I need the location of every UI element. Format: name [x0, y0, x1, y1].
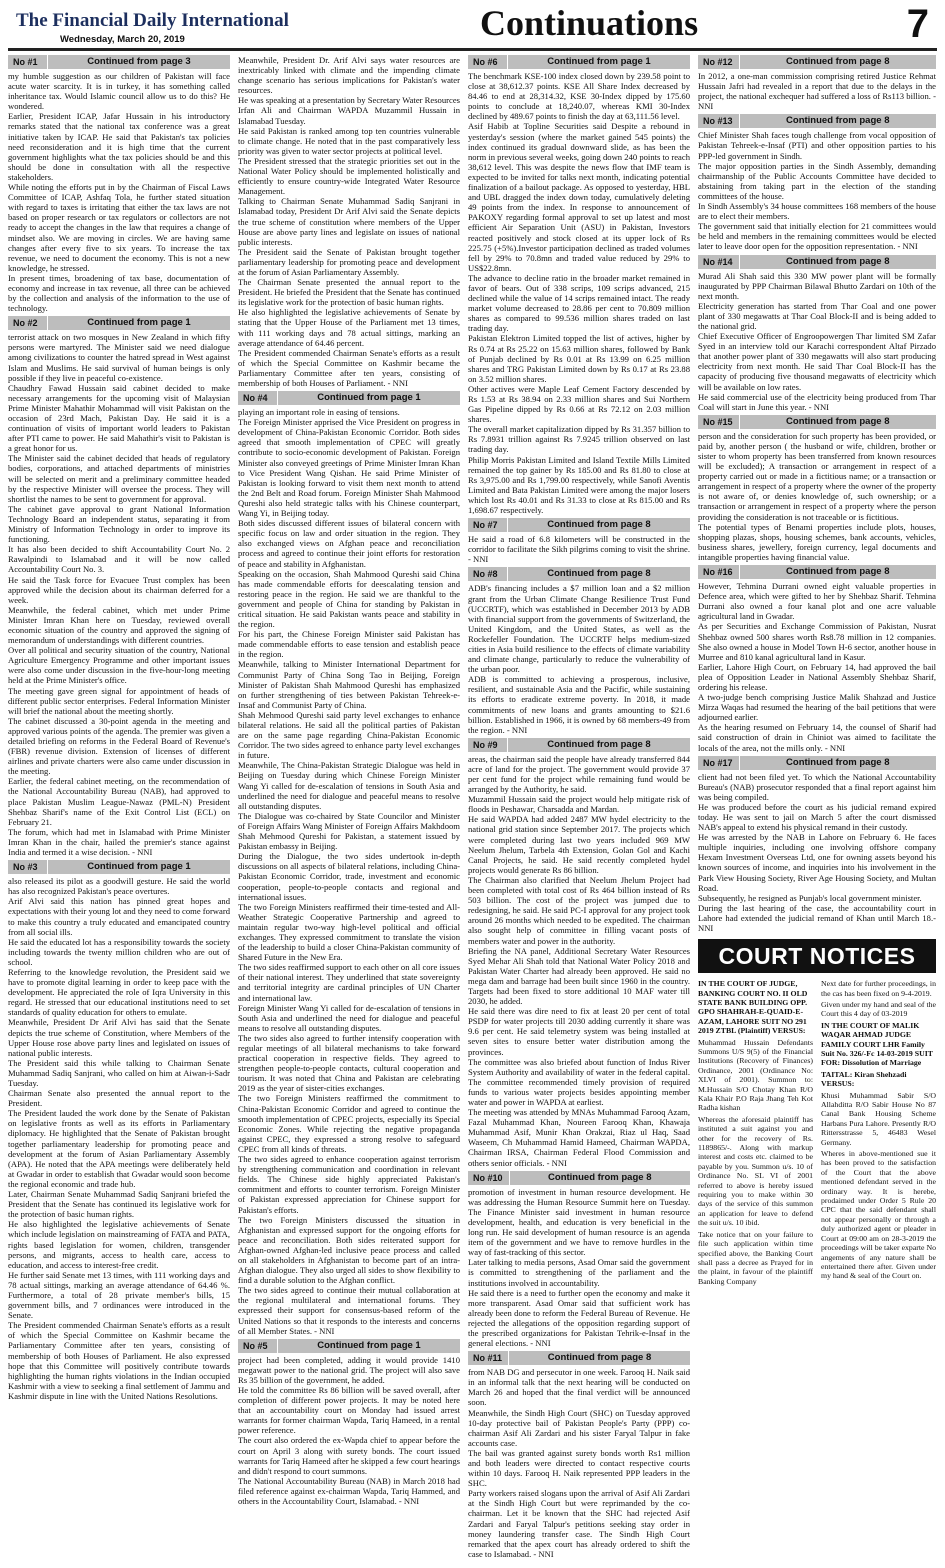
notice-paragraph: Take notice that on your failure to file such application within time specified above, the Banking Court shall pass a decree as Prayed for in the plaint, in favour of the plaintiff Banking Company: [698, 1229, 813, 1286]
story-body: ADB's financing includes a $7 million loan and a $2 million grant from the Urban Climate Change Resilience Trust Fund (UCCRTF), which was established in December 2013 by ADB with financial support from the governments of Switzerland, the United Kingdom, and the United States, as well as the Rockefeller Foundation. The UCCRTF helps medium-sized cities in Asia build resilience to the effects of climate variability and climate change, particularly to reduce the vulnerability of the urban poor. ADB is committed to achieving a prosperous, inclusive, resilient, and sustainable Asia and the Pacific, while sustaining its efforts to eradicate extreme poverty. In 2018, it made commitments of new loans and grants amounting to $21.6 billion. Established in 1966, it is owned by 68 members-49 from the region. - NNI: [468, 583, 690, 735]
continued-label: Continued from page 8: [786, 756, 890, 768]
story-number: No #1: [8, 55, 48, 69]
column-2: [238, 55, 460, 1561]
publication-name: The Financial Daily International: [16, 10, 289, 31]
story-header: [468, 1171, 690, 1185]
continued-label: Continued from page 8: [547, 568, 651, 580]
continued-label: Continued from page 8: [547, 738, 651, 750]
continued-label: Continued from page 8: [786, 255, 890, 267]
story-header: [698, 55, 936, 69]
notice-paragraph: Whereas the aforesaid plaintiff has instituted a suit against you and other for the recovery of Rs. 1189865/-. Along with markup interest and costs etc. claimed to be payable by you. Summon u/s. 10 of Ordinance No. SL VI of 2001 referred to above is hereby issued requiring you to make within 30 days of the service of this summon an application for leave to defend the suit u/s. 10 ibid.: [698, 1114, 813, 1228]
notice-paragraph: Wheres in above-mentioned sue it has been proved to the satisfaction of the Court that the above mentioned defendant served in the ordinary way. It is herebe, prodaimed under Order 5 Rule 20 CPC that the said defendant shall not appear personally or through a duly authorized agent or pleader in Court at 09:00 am on 28-3-2019 the proceedings will be taker exparte No angements of any nature shall be entertained there after. Given under my hand & seal of the Court on.: [821, 1149, 936, 1281]
story-header: [698, 756, 936, 770]
section-title: Continuations: [480, 3, 699, 43]
story-body: from NAB DG and persecutor in one week. Farooq H. Naik said in an informal talk that the next hearing will be conducted on March 26 and hoped that the final verdict will be announced soon. Meanwhile, the Sindh High Court (SHC) on Tuesday approved 10-day protective bail of Pakistan People's Party (PPP) co-chairman Asif Ali Zardari and his sister Faryal Talpur in fake accounts case. The bail was granted against surety bonds worth Rs1 million and both leaders were directed to contact respective courts within 10 days. Farooq H. Naik represented PPP leaders in the SHC. Party workers raised slogans upon the arrival of Asif Ali Zardari at the Sindh High Court but were reprimanded by the co-chairman. Let it be known that the SHC had rejected Asif Zardari and Faryal Talpur's petitions seeking stay order in money laundering transfer case. The Sindh High Court remarked that the apex court has already ordered to shift the case to Islamabad. - NNI: [468, 1367, 690, 1559]
continued-label: Continued from page 1: [87, 317, 191, 329]
continued-label: Continued from page 8: [547, 1352, 652, 1364]
story-4: [238, 391, 460, 1336]
story-body: Meanwhile, President Dr. Arif Alvi says water resources are inextricably linked with climate and the impending climate change scenario has serious implications for Pakistan's water resources. He was speaking at a presentation by Secretary Water Resources Irfan Ali and Chairman WAPDA Muzammil Hussain in Islamabad Tuesday. He said Pakistan is ranked among top ten countries vulnerable to climate change. He noted that in the past comparatively less priority was given to water sector projects at political level. The President stressed that the strategic priorities set out in the National Water Policy should be implemented holistically and efficiently to ensure country-wide Integrated Water Resource Management. Talking to Chairman Senate Muhammad Sadiq Sanjrani in Islamabad today, President Dr Arif Alvi said the Senate depicts the true scheme of constitution where members of the Upper House are above party lines and legislate on issues of national public interests. The President said the Senate of Pakistan brought together parliamentary leadership for promoting peace and development at the forum of Asian Parliamentary Assembly. The Chairman Senate presented the annual report to the President. He briefed the President that the Senate has continued its legislative work for the protection of basic human rights. He also highlighted the legislative achievements of Senate by stating that the Upper House of the Parliament met 13 times, with 111 working days and 78 actual sittings, marking an average attendance of 64.46 percent. The President commended Chairman Senate's efforts as a result of which the Special Committee on Kashmir became the Parliamentary Committee after ten years, consisting of membership of both Houses of Parliament. - NNI: [238, 55, 460, 388]
continued-label: Continued from page 8: [547, 519, 651, 531]
court-notices: [698, 979, 936, 1288]
story-header: [698, 114, 936, 128]
story-12: [698, 55, 936, 111]
notice-parties: TAITAL: Kiran Shehzadi VERSUS:: [821, 1069, 907, 1089]
court-notices-heading: COURT NOTICES: [698, 939, 936, 973]
story-number: No #3: [8, 860, 48, 874]
page-number: 7: [906, 2, 929, 46]
story-body: In 2012, a one-man commission comprising retired Justice Rehmat Hussain Jafri had revealed in a report that due to the delays in the project, the national exchequer had suffered a loss of Rs113 billion. - NNI: [698, 71, 936, 112]
story-1: [8, 55, 230, 313]
masthead: [0, 0, 945, 48]
story-body: Chief Minister Shah faces tough challenge from vocal opposition of Pakistan Tehreek-e-Insaf (PTI) and other opposition parties to his PPP-led government in Sindh. The major opposition parties in the Sindh Assembly, demanding chairmanship of the Public Accounts Committee have decided to abstaining from taking part in the election of the standing committees of the house. In Sindh Assembly's 34 house committees 168 members of the house are to elect their members. The government said that initially election for 21 committees would be held and members in the remaining committees would be elected later to leave door open for the opposition representation. - NNI: [698, 130, 936, 252]
story-3: [8, 860, 230, 1401]
notice-column-left: [698, 979, 813, 1288]
story-body: The benchmark KSE-100 index closed down by 239.58 point to close at 38,612.37 points. KSE All Share Index decreased by 84.46 to end at 28,314.32, KSE 30-Index dipped by 175.60 points to conclude at 18,240.07, whereas KMI 30-Index declined by 489.67 points to finish the day at 63,111.56 level. Asif Habib at Topline Securities said Despite a rebound in yesterday's session (where the market gained 545 points) the index continued its gradual downward slide, as has been the norm in previous several weeks, going down 240 points to reach 38,612 level. This was despite the news flow that IMF team is expected to be invited for talks next month, indicating potential finalization of a bailout package. As opposed to yesterday, HBL and UBL dragged the index down today, cumulatively deleting 49 points from the index. In response to announcement of PAKOXY regarding formal approval to set up latest and most efficient Air Separation Unit (ASU) in Pakistan, Investors reacted positively and stock closed at its upper lock of Rs 225.75 (+5%).Investor participation declined as traded volumes fell by 29% to 70.8mn and traded value reduced by 29% to US$22.8mn. The advance to decline ratio in the broader market remained in favor of bears. Out of 338 scrips, 109 scrips advanced, 215 declined while the value of 14 scrips remained intact. The ready market volume decreased to 28.86 per cent to 70.809 million shares as compared to 99.536 million shares traded on last trading day. Pakistan Elektron Limited topped the list of actives, higher by Rs 0.74 at Rs 25.22 on 15.63 million shares, followed by Bank of Punjab declined by Rs 0.01 at Rs 13.99 on 6.25 million shares and TRG Pakistan Limited down by Rs 0.17 at Rs 23.88 on 3.52 million shares. Other actives were Maple Leaf Cement Factory descended by Rs 1.53 at Rs 38.94 on 2.33 million shares and Sui Northern Gas Pipeline dipped by Rs 0.66 at Rs 72.12 on 2.03 million shares. The overall market capitalization dipped by Rs 31.357 billion to Rs 7.8931 trillion against Rs 7.9245 trillion observed on last trading day. Philip Morris Pakistan Limited and Island Textile Mills Limited remained the top gainer by Rs 185.00 and Rs 81.80 to close at Rs 3,975.00 and Rs 1,799.00 respectively, while Sanofi Aventis Limited and Bata Pakistan Limited were among the major losers which lost Rs 40.01 and Rs 31.33 to close at Rs 815.00 and Rs 1,698.67 respectively.: [468, 71, 690, 516]
story-number: No #17: [698, 756, 740, 770]
story-header: [238, 1339, 460, 1353]
story-header: [238, 391, 460, 405]
notice-paragraph: Khusi Muhammad Sabir S/O Allahditta R/O Sabir House No 87 Canal Bank Housing Scheme Harbans Pura Lahore. Presently R/O Rittersstrasse 5, 46483 Wesel Germany.: [821, 1090, 936, 1147]
story-body: also released its pilot as a goodwill gesture. He said the world has also recognized Pakistan's peace overtures. Arif Alvi said this nation has pinned great hopes and expectations with their young lot and they need to come forward to make this country a truly educated and emancipated country from all social ills. He said the educated lot has a responsibility towards the society including towards the twenty million children who are out of school. Referring to the knowledge revolution, the President said we have to promote digital learning in order to keep pace with the development. He appreciated the role of Iqra University in this regard. He stressed that our educational institutions need to set standards of quality education for others to emulate. Meanwhile, President Dr Arif Alvi has said that the Senate depicts the true scheme of Constitution, where Members of the Upper House rose above party lines and legislated on issues of national public interests. The President said this while talking to Chairman Senate Muhammad Sadiq Sanjrani, who called on him at Aiwan-i-Sadr Tuesday. Chairman Senate also presented the annual report to the President. The President lauded the work done by the Senate of Pakistan on legislative fronts as well as its efforts in Parliamentary diplomacy. He highlighted that the Senate of Pakistan brought together parliamentary leadership for promoting peace and development at the forum of Asian Parliamentary Assembly (APA). He noted that the APA meetings were deliberately held at Gwadar in order to establish that Gwadar would soon become the regional economic and trade hub. Later, Chairman Senate Muhammad Sadiq Sanjrani briefed the President that the Senate has continued its legislative work for the protection of basic human rights. He also highlighted the legislative achievements of Senate which include legislation on mainstreaming of FATA and PATA, rights based legislation for women, children, transgender persons, and migrants, access to health care, access to education, and access to interest-free credit. He further said Senate met 13 times, with 111 working days and 78 actual sittings, marking an average attendance of 64.46 %. Furthermore, a total of 28 private member's bills, 15 government bills, and 7 ordinances were introduced in the Senate. The President commended Chairman Senate's efforts as a result of which the Special Committee on Kashmir became the Parliamentary Committee after ten years, consisting of membership of both Houses of Parliament. He also expressed hope that this Committee will positively contribute towards highlighting the human rights violations in the Indian occupied Kashmir with a view to seeking a final settlement of Jammu and Kashmir dispute in line with the United Nations Resolutions.: [8, 876, 230, 1401]
continued-label: Continued from page 3: [87, 56, 191, 67]
continued-label: Continued from page 8: [786, 415, 890, 427]
story-number: No #8: [468, 567, 508, 581]
story-body: areas, the chairman said the people have already transferred 844 acre of land for the project. The government would provide 37 per cent fund for the project while remaining fund would be arranged by the Authority, he said. Muzammil Hussain said the project would help mitigate risk of floods in Peshawar, Charsadda and Mardan. He said WAPDA had added 2487 MW hydel electricity to the national grid station since September 2017. The projects which were completed during last two years included 969 MW Neelum Jhelum, Tarbela 4th Extension, Golan Gol and Kachi Canal Projects, he said. He said recently completed hydel projects would generate Rs 86 billion. The Chairman also clarified that Neelum Jhelum Project had been completed with total cost of Rs 464 billion instead of Rs 503 billion. The cost of the project was jumped due to redesigning, he said. He said PC-I approval for any project took around 26 months which needed to be expedited. The chairman also sought help of committee in filling vacant posts of members water and power in the authority. Briefing the NA panel, Additional Secretary Water Resources Syed Mehar Ali Shah told that National Water Policy 2018 and Pakistan Water Charter had already been approved. He said no mega dam and barrage had been built since 1960 in the country. Targets had been fixed to store additional 10 MAF water till 2030, he added. He said there was dire need to fix at least 20 per cent of total PSDP for water projects till 2030 adding currently it share was 9.6 per cent. He said telemetry system was being installed at seven sites to ensure better water distribution among the provinces. The committee was also briefed about function of Indus River System Authority and availability of water in the federal capital. The committee recommended timely provision of required funds to various water projects besides appointing member water and power in WAPDA at earliest. The meeting was attended by MNAs Muhammad Farooq Azam, Fazal Muhammad Khan, Noureen Farooq Khan, Khawaja Muhammad Asif, Munir Khan Orakzai, Riaz ul Haq, Saad Waseem, Ch Muhammad Hamid Hameed, Chairman WAPDA, Chairman IRSA, Chairman Federal Flood Commission and others senior officials. - NNI: [468, 753, 690, 1168]
story-body: person and the consideration for such property has been provided, or paid by, another person ( the husband or wife, children, brother or sister to whom property has been transferred from known resources will be excluded); A transaction or arrangement in respect of a property carried out or made in a fictitious name; or a transaction or arrangement in respect of a property where the owner of the property is not aware of, or denies knowledge of, such ownership; or a transaction or arrangement in respect of a property where the person providing the consideration is not traceable or is fictitious. The potential types of Benami properties include plots, houses, shopping plazas, shops, housing schemes, bank accounts, vehicles, business shares, jewellery, foreign currency, legal documents and intangible properties having financial value.: [698, 430, 936, 562]
story-body: Murad Ali Shah said this 330 MW power plant will be formally inaugurated by PPP Chairman Bilawal Bhutto Zardari on 10th of the next month. Electricity generation has started from Thar Coal and one power plant of 330 megawatts at Thar Coal Block-II and is being added to the national grid. Chief Executive Officer of Engroopowergen Thar limited SM Zafar Syed in an interview told our Karachi correspondent Altaf Pirzado that another power plant of 330 megawatts will also start producing electricity from next month. He said Thar Coal Block-II has the capacity of producing five thousand megawatts of electricity which will be available on low rates. He said commercial use of the electricity being produced from Thar Coal will start in June this year. - NNI: [698, 270, 936, 412]
story-8: [468, 567, 690, 734]
story-11: [468, 1351, 690, 1559]
story-5: [238, 1339, 460, 1506]
continued-label: Continued from page 8: [786, 115, 890, 127]
story-body: He said a road of 6.8 kilometers will be constructed in the corridor to facilitate the Sikh pilgrims coming to visit the shrine. - NNI: [468, 534, 690, 565]
story-number: No #4: [238, 391, 278, 405]
story-number: No #16: [698, 565, 740, 579]
story-16: [698, 565, 936, 753]
story-number: No #2: [8, 316, 48, 330]
column-1: [8, 55, 230, 1561]
notice-paragraph: Given under my hand and seal of the Court this 4 day of 03-2019: [821, 999, 936, 1019]
notice-column-right: [821, 979, 936, 1288]
notice-court-heading: IN THE COURT OF JUDGE, BANKING COURT NO. II OLD STATE BANK BUILDING OPP. GPO SHAHRAH-E-QUAID-E-AZAM, LAHORE SUIT NO 291 2019 ZTBL (Plaintiff) VERSUS:: [698, 979, 808, 1036]
story-number: No #6: [468, 55, 508, 69]
story-10: [468, 1171, 690, 1349]
story-header: [8, 860, 230, 874]
story-17: [698, 756, 936, 934]
story-header: [468, 738, 690, 752]
column-4: [698, 55, 936, 1561]
story-body: my humble suggestion as our children of Pakistan will face acute water scarcity. It is in turkey, it has something called inheritance tax. Would Islamic council allow us to do this? He wondered. Earlier, President ICAP, Jafar Hussain in his introductory remarks stated that the national tax conference was a great initiative taken by ICAP. He said that Pakistan's tax policies need reconsideration and it is high time that the current government highlights what the tax policies should be and this should be done in consultation with all the respective stakeholders. While noting the efforts put in by the Chairman of Fiscal Laws Committee of ICAP, Ashfaq Tola, he further stated situation with regard to taxes is irritating that either the tax laws are not based on proper research or tax regulators or collectors are not ready to accept the changes in the law that requires a change of mindset also. We are moving in circles. We are having same changes after every five to six years. To increase the tax revenue, we need to document the economy. This is not a new knowledge, he stressed. In present times, broadening of tax base, documentation of economy and increase in tax revenue, all three can be achieved by the collection and analysis of the information to the use of technology.: [8, 71, 230, 314]
story-15: [698, 415, 936, 562]
story-header: [8, 55, 230, 69]
continued-label: Continued from page 1: [317, 392, 421, 404]
story-number: No #9: [468, 738, 508, 752]
story-header: [8, 316, 230, 330]
story-number: No #11: [468, 1351, 509, 1365]
notice-court-heading: IN THE COURT OF MALIK WAQAR AHMAD JUDGE FAMILY COURT LHR Family Suit No. 326/-Fc 14-03-2019 SUIT FOR: Dissolution of Marriage: [821, 1020, 933, 1068]
notice-paragraph: Next date for further proceedings, in the cas has been fixed on 9-4-2019.: [821, 979, 936, 998]
story-header: [468, 55, 690, 69]
masthead-rule: [8, 48, 937, 51]
story-header: [698, 255, 936, 269]
continued-label: Continued from page 8: [786, 566, 890, 578]
story-number: No #15: [698, 415, 740, 429]
continued-label: Continued from page 1: [317, 1339, 421, 1351]
story-body: promotion of investment in human resource development. He was addressing the Human Resource Summit here on Tuesday. The Finance Minister said investment in human resource development, health, and education is very beneficial in the long run. He said development of human resource is an agenda item of the government and we have to remove hurdles in the way of fast-tracking of this sector. Later talking to media persons, Asad Omar said the government is committed to strengthening of the parliament and the institutions involved in accountability. He said there is a need to further open the economy and make it more transparent. Asad Omar said that sufficient work has already been done to reform the Federal Bureau of Revenue. He rejected the allegations of the opposition regarding support of the prescribed organizations for Pakistan Tehrik-e-Insaf in the general elections. - NNI: [468, 1186, 690, 1349]
continued-label: Continued from page 8: [548, 1171, 652, 1183]
story-6: [468, 55, 690, 515]
story-3-continued: [238, 55, 460, 388]
story-14: [698, 255, 936, 412]
story-number: No #12: [698, 55, 740, 69]
story-header: [468, 567, 690, 581]
story-9: [468, 738, 690, 1168]
story-number: No #5: [238, 1339, 278, 1353]
story-header: [698, 415, 936, 429]
story-13: [698, 114, 936, 251]
story-body: However, Tehmina Durrani owned eight valuable properties in Defence area, which were gifted to her by Shehbaz Sharif. Tehmina Durrani also owned a four kanal plot and one acre valuable agricultural land in Gwadar. As per Securities and Exchange Commission of Pakistan, Nusrat Shehbaz owned 500 shares worth Rs8.78 million in 12 companies. She also owned a house in Model Town H-6 sector, another house in Murree and 810 kanal agricultural land in Kasur. Earlier, Lahore High Court, on February 14, had approved the bail plea of Opposition Leader in National Assembly Shehbaz Sharif, ordering his release. A two-judge bench comprising Justice Malik Shahzad and Justice Mirza Waqas had resumed the hearing of the bail petitions that were adjourned earlier. As the hearing resumed on February 14, the counsel of Sharif had said construction of drain in Chiniot was aimed to facilitate the locals of the area, not the mills only. - NNI: [698, 581, 936, 753]
notice-paragraph: Muhammad Hussain Defendants Summons U/S 9(5) of the Financial Institutions (Recovery of Finances) Ordinance, 2001 (Ordinance No: XLVI of 2001). Summon to: M.Hussain S/O Chotay Khan R/O Kala Khair P.O Raja Jhang Teh Kot Radha kishan: [698, 1037, 813, 1113]
continued-label: Continued from page 1: [547, 56, 651, 67]
story-body: client had not been filed yet. To which the National Accountability Bureau's (NAB) prosecutor responded that a final report against him was being compiled. He was produced before the court as his judicial remand expired today. He was sent to jail on March 5 after the court dismissed NAB's appeal to extend his physical remand in their custody. He was arrested by the NAB in Lahore on February 6. He faces multiple inquiries, including one involving offshore company Hexam Investment Overseas Ltd, one for owning assets beyond his known sources of income, and inquiries into his involvement in the Park View Housing Society, River Age Housing Society, and Multan Road. Subsequently, he resigned as Punjab's local government minister. During the last hearing of the case, the accountability court in Lahore had extended the judicial remand of Khan until March 18.-NNI: [698, 771, 936, 934]
story-number: No #14: [698, 255, 740, 269]
story-body: playing an important role in easing of tensions. The Foreign Minister apprised the Vice President on progress in development of China-Pakistan Economic Corridor. Both sides agreed that smooth implementation of CPEC will greatly contribute to socio-economic development of Pakistan. Foreign Minister also conveyed greetings of Prime Minister Imran Khan to Vice President Wang Qishan. He said Prime Minister of Pakistan is looking forward to visit them next month to attend the 2nd Belt and Road forum. Foreign Minister Shah Mahmood Qureshi also held strategic talks with his Chinese counterpart, Wang Yi, in Beijing today. Both sides discussed different issues of bilateral concern with specific focus on law and order situation in the region. They also exchanged views on Afghan peace and reconciliation process and agreed to continue their joint efforts for restoration of peace and stability in Afghanistan. Speaking on the occasion, Shah Mahmood Qureshi said China has made commendable efforts for deescalating tension and restoring peace in the region. He said we are thankful to the government and people of China for standing by Pakistan in critical situation. He said Pakistan wants peace and stability in the region. For his part, the Chinese Foreign Minister said Pakistan has made commendable efforts to ease tension and establish peace in the region. Meanwhile, talking to Minister International Department for Communist Party of China Song Tao in Beijing, Foreign Minister of Pakistan Shah Mahmood Qureshi has emphasized on further strengthening of ties between Pakistan Tehreek-e-Insaf and Communist Party of China. Shah Mehmood Qureshi said party level exchanges to enhance bilateral relations. He said all the political parties of Pakistan are on the same page regarding China-Pakistan Economic Corridor. The two sides agreed to enhance party level exchanges in future. Meanwhile, The China-Pakistan Strategic Dialogue was held in Beijing on Tuesday during which Chinese Foreign Minister Wang Yi called for de-escalation of tensions in South Asia and underlined the need for dialogue and peaceful means to resolve all outstanding disputes. The Dialogue was co-chaired by State Councilor and Minister of Foreign Affairs Wang Minister of Foreign Affairs Makhdoom Shah Mehmood Qureshi for Pakistan, a statement issued by Pakistan embassy in Beijing. During the Dialogue, the two sides undertook in-depth discussions on all aspects of bilateral relations, including China-Pakistan Economic Corridor, trade, investment and economic cooperation, people-to-people contacts and regional and international issues. The two Foreign Ministers reaffirmed their time-tested and All-Weather Strategic Cooperative Partnership and agreed to maintain regular two-way high-level political and official exchanges. They expressed commitment to translate the vision of the leadership to build a closer China-Pakistan community of Shared Future in the New Era. The two sides reaffirmed support to each other on all core issues of their national interest. They underlined that state sovereignty and territorial integrity are cardinal principles of UN Charter and international law. Foreign Minister Wang Yi called for de-escalation of tensions in South Asia and underlined the need for dialogue and peaceful means to resolve all outstanding disputes. The two sides also agreed to further intensify cooperation with regular meetings of all bilateral mechanisms to take forward practical cooperation in respective fields. They agreed to strengthen people-to-people contacts, cultural cooperation and tourism. It was noted that China and Pakistan are celebrating 2019 as the year of sister-cities exchanges. The two Foreign Ministers reaffirmed the commitment to China-Pakistan Economic Corridor and agreed to continue the smooth implementation of CPEC projects, especially its Special Economic Zones. While rejecting the negative propaganda against CPEC, they expressed a strong resolve to safeguard CPEC from all kinds of threats. The two sides agreed to enhance cooperation against terrorism by strengthening communication and coordination in relevant fields. The Chinese side highly appreciated Pakistan's commitment and efforts to counter terrorism. Foreign Minister of Pakistan expressed appreciation for Chinese support for Pakistan's efforts. The two Foreign Ministers discussed the situation in Afghanistan and expressed support for the ongoing efforts for peace and reconciliation. Both sides reiterated support for Afghan-owned Afghan-led inclusive peace process and called on all stakeholders in Afghanistan to become part of an intra-Afghan dialogue. They also urged all sides to show flexibility to find a durable solution to the Afghan conflict. The two sides agreed to continue their mutual collaboration at the regional multilateral and international forums. They expressed their support for consensus-based reform of the United Nations so that it responds to the interests and concerns of all Member States. - NNI: [238, 407, 460, 1336]
continued-label: Continued from page 8: [786, 56, 890, 67]
column-3: [468, 55, 690, 1561]
continued-label: Continued from page 1: [87, 861, 191, 873]
story-header: [468, 518, 690, 532]
story-2: [8, 316, 230, 857]
story-body: project had been completed, adding it would provide 1410 megawatt power to the national grid. The project will also save Rs 35 billion of the government, he added. He told the committee Rs 86 billion will be saved overall, after completion of different power projects. It may be noted here that an accountability court on Monday had issued arrest warrants for former chairman Wapda, Tariq Hameed, in a rental power reference. The court also ordered the ex-Wapda chief to appear before the court on April 3 along with surety bonds. The court issued warrants for Tariq Hameed after he skipped a few court hearings and didn't respond to court summons. The National Accountability Bureau (NAB) in March 2018 had filed reference against ex-chairman Wapda, Tariq Hammed, and others in the Accountability Court, Islamabad. - NNI: [238, 1354, 460, 1507]
story-body: terrorist attack on two mosques in New Zealand in which fifty persons were martyred. The Minister said we need dialogue among civilizations to counter the hatred spread in West against Islam and Muslims. He said survival of human beings is only possible if they live in peaceful co-existence. Chaudhry Fawad Hussain said cabinet decided to make necessary arrangements for the upcoming visit of Malaysian Prime Minister Mahathir Mohammad will visit Pakistan on the occasion of 23rd Mach, Pakistan Day. He said it is a continuation of visits of important world leaders to Pakistan after PTI came to power. He said Mahathir's visit to Pakistan is a great honor for us. The Minister said the cabinet decided that heads of regulatory bodies, corporations, and attached departments of ministries will be selected on merit and a preliminary committee headed by the respective Minister will oversee the process. They will shortlist the names to be sent to government for approval. The cabinet gave approval to grant National Information Technology Board an independent status, separating it from Ministry of Information Technology in order to improve its functioning. It has also been decided to shift Accountability Court No. 2 Rawalpindi to Islamabad and it will be now called Accountability Court No. 3. He said the Task force for Evacuee Trust complex has been approved while the decision about its chairman deferred for a week. Meanwhile, the federal cabinet, which met under Prime Minister Imran Khan here on Tuesday, reviewed overall economic situation of the country and approved the signing of memorandum of understandings with different countries. Over all political and security situation of the country, National Agriculture Emergency Programme and other important issues were also come under discussion in the five-hour-long meeting held at the Prime Minister's office. The meeting gave green signal for appointment of heads of different public sector enterprises. Federal Information Minister will brief the national about the meeting shortly. The cabinet discussed a 30-point agenda in the meeting and approved various points of the agenda. The premier was given a detailed briefing on reforms in the Federal Board of Revenue's (FBR) revenue division. Extension of licenses of different airlines and private charters were also came under discussion in the meeting. Earlier, the federal cabinet meeting, on the recommendation of the National Accountability Bureau (NAB), had approved to place Pakistan Muslim League-Nawaz (PML-N) President Shehbaz Sharif's name of the Exit Control List (ECL) on February 21. The forum, which had met in Islamabad with Prime Minister Imran Khan in the chair, hailed the premier's stance against India and termed it a wise decision. - NNI: [8, 332, 230, 858]
issue-date: Wednesday, March 20, 2019: [60, 34, 185, 45]
story-number: No #10: [468, 1171, 510, 1185]
story-header: [468, 1351, 690, 1365]
story-number: No #13: [698, 114, 740, 128]
story-7: [468, 518, 690, 564]
story-number: No #7: [468, 518, 508, 532]
story-header: [698, 565, 936, 579]
